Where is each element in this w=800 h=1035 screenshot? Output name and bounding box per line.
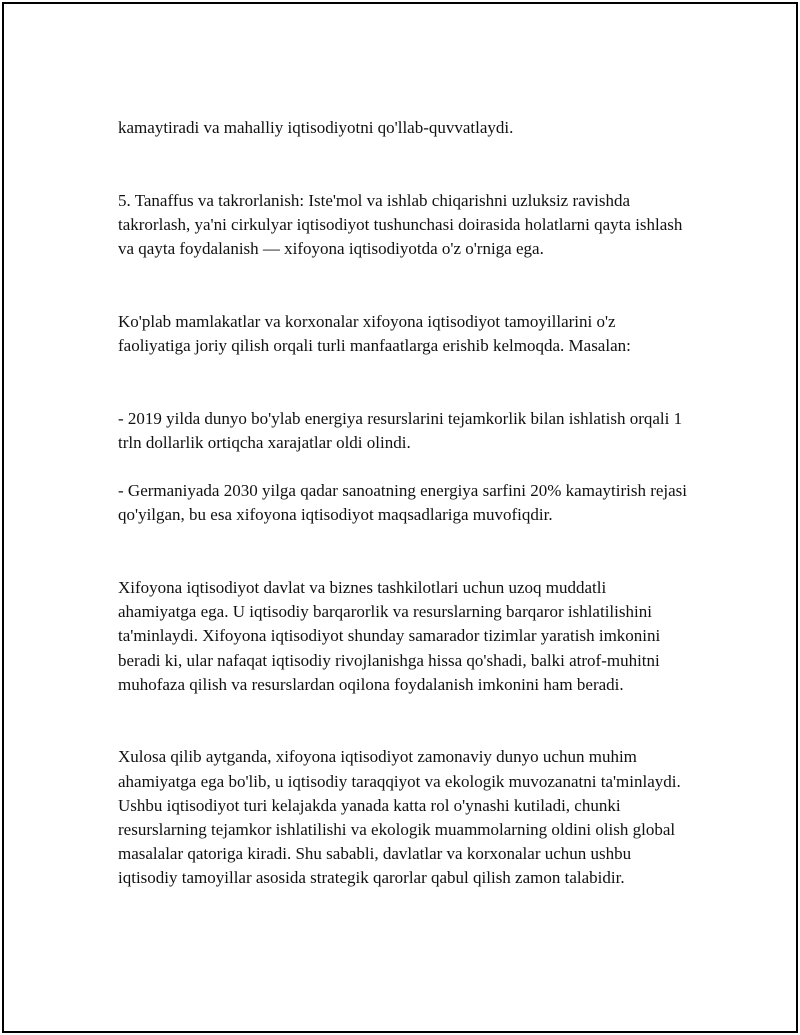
paragraph-conclusion: Xulosa qilib aytganda, xifoyona iqtisodiyot zamonaviy dunyo uchun muhim ahamiyatga ega bo'lib, u iqtisodiy taraqqiyot va ekologik muvozanatni ta'minlaydi. Ushbu iqtisodiyot turi kelajakda yanada katta rol o'ynashi kutiladi, chunki resurslarning tejamkor ishlatilishi va ekologik muammolarning oldini olish global masalalar qatoriga kiradi. Shu sababli, davlatlar va korxonalar uchun ushbu iqtisodiy tamoyillar asosida strategik qarorlar qabul qilish zamon talabidir.: [118, 747, 681, 888]
paragraph-importance: Xifoyona iqtisodiyot davlat va biznes tashkilotlari uchun uzoq muddatli ahamiyatga ega. U iqtisodiy barqarorlik va resurslarning barqaror ishlatilishini ta'minlaydi. Xifoyona iqtisodiyot shunday samarador tizimlar yaratish imkonini beradi ki, ular nafaqat iqtisodiy rivojlanishga hissa qo'shadi, balki atrof-muhitni muhofaza qilish va resurslardan oqilona foydalanish imkonini ham beradi.: [118, 578, 661, 694]
list-item-example-germany: - Germaniyada 2030 yilga qadar sanoatning energiya sarfini 20% kamaytirish rejasi qo'yilgan, bu esa xifoyona iqtisodiyot maqsadlariga muvofiqdir.: [118, 481, 688, 525]
paragraph-point-5: 5. Tanaffus va takrorlanish: Iste'mol va ishlab chiqarishni uzluksiz ravishda takrorlash, ya'ni cirkulyar iqtisodiyot tushunchasi doirasida holatlarni qayta ishlash va qayta foydalanish — xifoyona iqtisodiyotda o'z o'rniga ega.: [118, 190, 683, 259]
paragraph-examples-intro: Ko'plab mamlakatlar va korxonalar xifoyona iqtisodiyot tamoyillarini o'z faoliyatiga joriy qilish orqali turli manfaatlarga erishib kelmoqda. Masalan:: [118, 311, 631, 355]
paragraph-intro-continuation: kamaytiradi va mahalliy iqtisodiyotni qo'llab-quvvatlaydi.: [118, 118, 514, 138]
list-item-example-2019: - 2019 yilda dunyo bo'ylab energiya resurslarini tejamkorlik bilan ishlatish orqali 1 trln dollarlik ortiqcha xarajatlar oldi olindi.: [118, 408, 683, 452]
document-body: [118, 92, 688, 939]
